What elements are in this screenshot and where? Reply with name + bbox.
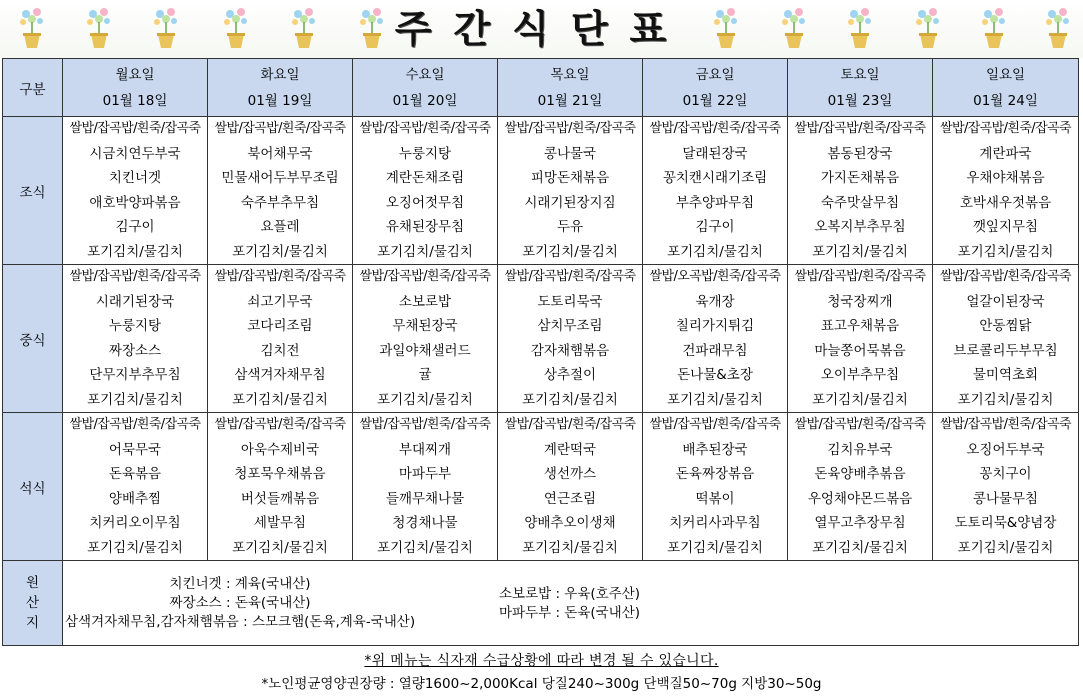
menu-item: 누룽지탕 — [398, 145, 452, 162]
menu-item: 물미역초회 — [972, 367, 1039, 383]
menu-item: 포기김치/물김치 — [87, 243, 183, 260]
day-header — [788, 59, 933, 117]
menu-item: 달래된장국 — [682, 145, 748, 162]
menu-item: 쇠고기무국 — [247, 293, 313, 310]
menu-item: 김치유부국 — [827, 441, 893, 458]
menu-item: 오복지부추무침 — [814, 219, 906, 235]
weekly-menu-table — [2, 58, 1079, 646]
menu-item: 쌀밥/잡곡밥/흰죽/잡곡죽 — [940, 269, 1071, 284]
menu-item: 계란파국 — [979, 145, 1032, 162]
menu-item: 포기김치/물김치 — [957, 539, 1054, 556]
menu-item: 쌀밥/잡곡밥/흰죽/잡곡죽 — [69, 417, 201, 432]
menu-cell — [498, 117, 643, 265]
day-name: 토요일 — [840, 66, 880, 83]
menu-item: 치킨너겟 — [108, 170, 162, 186]
meal-label: 조식 — [3, 117, 63, 265]
origin-label: 원 산 지 — [3, 561, 63, 646]
menu-item: 부추양파무침 — [675, 194, 755, 211]
menu-item: 가지돈채볶음 — [820, 170, 900, 186]
day-name: 일요일 — [985, 66, 1026, 83]
menu-item: 쌀밥/잡곡밥/흰죽/잡곡죽 — [504, 121, 636, 136]
day-date: 01월 19일 — [247, 92, 313, 109]
menu-item: 양배추오이생채 — [524, 515, 616, 531]
menu-item: 칠리가지튀김 — [675, 318, 755, 334]
meal-row — [3, 117, 1079, 265]
menu-item: 포기김치/물김치 — [522, 243, 618, 260]
meal-row — [3, 413, 1079, 561]
menu-item: 도토리묵국 — [537, 293, 603, 310]
menu-cell — [353, 413, 498, 561]
menu-item: 쌀밥/잡곡밥/흰죽/잡곡죽 — [504, 269, 636, 284]
menu-item: 쌀밥/잡곡밥/흰죽/잡곡죽 — [504, 417, 636, 432]
origin-line: 치킨너겟 : 계육(국내산) — [169, 576, 311, 592]
menu-item: 숙주맛살무침 — [820, 194, 900, 211]
menu-item: 무채된장국 — [392, 318, 458, 334]
meal-row — [3, 265, 1079, 413]
day-name: 수요일 — [405, 66, 445, 83]
menu-item: 포기김치/물김치 — [812, 391, 908, 408]
day-header — [353, 59, 498, 117]
menu-cell — [498, 265, 643, 413]
menu-item: 소보로밥 — [398, 293, 452, 310]
menu-item: 포기김치/물김치 — [667, 539, 763, 556]
menu-item: 콩나물무침 — [972, 490, 1039, 507]
notice-text: *위 메뉴는 식자재 수급상황에 따라 변경 될 수 있습니다. — [364, 653, 719, 669]
menu-item: 포기김치/물김치 — [812, 243, 908, 260]
menu-item: 포기김치/물김치 — [377, 539, 473, 556]
menu-item: 쌀밥/잡곡밥/흰죽/잡곡죽 — [359, 417, 491, 432]
menu-item: 단무지부추무침 — [89, 367, 181, 383]
menu-item: 포기김치/물김치 — [522, 391, 618, 408]
menu-cell — [788, 265, 933, 413]
menu-cell — [208, 265, 353, 413]
menu-item: 건파래무침 — [682, 342, 748, 359]
menu-item: 김구이 — [115, 219, 155, 235]
menu-item: 쌀밥/잡곡밥/흰죽/잡곡죽 — [794, 269, 926, 284]
menu-item: 열무고추장무침 — [814, 515, 906, 531]
meal-label: 중식 — [3, 265, 63, 413]
menu-item: 삼색겨자채무침 — [234, 367, 326, 383]
menu-item: 코다리조림 — [247, 318, 313, 334]
origin-line: 삼색겨자채무침,감자채햄볶음 : 스모크햄(돈육,계육-국내산) — [65, 614, 416, 630]
menu-cell — [353, 265, 498, 413]
menu-item: 돈육양배추볶음 — [814, 466, 906, 482]
day-header-row — [3, 59, 1079, 117]
menu-item: 콩나물국 — [543, 145, 597, 162]
menu-item: 쌀밥/잡곡밥/흰죽/잡곡죽 — [649, 121, 781, 136]
menu-cell — [498, 413, 643, 561]
menu-item: 청국장찌개 — [827, 293, 893, 310]
menu-cell — [643, 265, 788, 413]
menu-item: 양배추찜 — [108, 490, 162, 507]
menu-item: 피망돈채볶음 — [530, 170, 610, 186]
menu-item: 감자채햄볶음 — [530, 342, 610, 359]
day-date: 01월 24일 — [973, 92, 1038, 109]
day-date: 01월 22일 — [682, 92, 748, 109]
menu-item: 꽁치캔시래기조림 — [662, 170, 768, 186]
menu-item: 귤 — [418, 367, 432, 383]
menu-item: 요플레 — [260, 219, 300, 235]
menu-cell — [643, 117, 788, 265]
menu-item: 포기김치/물김치 — [667, 243, 763, 260]
menu-item: 치커리사과무침 — [669, 515, 761, 531]
day-name: 화요일 — [260, 66, 300, 83]
day-date: 01월 18일 — [102, 92, 168, 109]
menu-item: 짜장소스 — [108, 342, 162, 359]
menu-cell — [208, 413, 353, 561]
menu-item: 호박새우젓볶음 — [959, 194, 1052, 211]
menu-item: 포기김치/물김치 — [957, 391, 1054, 408]
menu-item: 청경채나물 — [392, 515, 458, 531]
menu-cell — [643, 413, 788, 561]
menu-item: 브로콜리두부무침 — [953, 342, 1058, 359]
menu-item: 안동찜닭 — [979, 318, 1032, 334]
menu-cell — [933, 413, 1079, 561]
menu-item: 포기김치/물김치 — [812, 539, 908, 556]
menu-item: 육개장 — [695, 293, 735, 310]
menu-item: 쌀밥/잡곡밥/흰죽/잡곡죽 — [214, 121, 346, 136]
menu-item: 시금치연두부국 — [89, 145, 181, 162]
menu-item: 들깨무채나물 — [385, 490, 465, 507]
menu-item: 김구이 — [695, 219, 735, 235]
day-header — [643, 59, 788, 117]
menu-item: 누룽지탕 — [108, 318, 162, 334]
origin-line: 소보로밥 : 우육(호주산) — [499, 586, 641, 602]
day-date: 01월 20일 — [392, 92, 458, 109]
menu-cell — [353, 117, 498, 265]
menu-item: 민물새어두부무조림 — [221, 170, 339, 186]
menu-item: 우채야채볶음 — [966, 170, 1045, 186]
menu-item: 숙주부추무침 — [240, 194, 320, 211]
menu-item: 쌀밥/잡곡밥/흰죽/잡곡죽 — [940, 121, 1071, 136]
origin-right-list — [499, 585, 640, 623]
menu-cell — [788, 117, 933, 265]
menu-item: 배추된장국 — [682, 441, 748, 458]
menu-item: 포기김치/물김치 — [232, 539, 328, 556]
menu-item: 쌀밥/잡곡밥/흰죽/잡곡죽 — [359, 269, 491, 284]
menu-item: 돈육볶음 — [108, 466, 162, 482]
menu-item: 연근조림 — [543, 490, 597, 507]
menu-item: 마늘쫑어묵볶음 — [814, 342, 906, 359]
page-title: 주간식단표 — [394, 7, 689, 51]
day-header — [933, 59, 1079, 117]
menu-item: 두유 — [556, 219, 584, 235]
origin-left-list — [65, 575, 415, 632]
menu-item: 오징어젓무침 — [385, 194, 465, 211]
menu-item: 포기김치/물김치 — [957, 243, 1054, 260]
menu-item: 쌀밥/잡곡밥/흰죽/잡곡죽 — [359, 121, 491, 136]
menu-item: 유채된장무침 — [385, 219, 465, 235]
row-label-header: 구분 — [3, 59, 63, 117]
menu-item: 쌀밥/잡곡밥/흰죽/잡곡죽 — [214, 269, 346, 284]
origin-row — [3, 561, 1079, 646]
menu-item: 시래기된장지짐 — [524, 194, 616, 211]
menu-item: 계란떡국 — [543, 441, 597, 458]
menu-item: 애호박양파볶음 — [89, 194, 181, 211]
menu-item: 도토리묵&양념장 — [954, 515, 1057, 531]
menu-item: 마파두부 — [398, 466, 452, 482]
menu-item: 쌀밥/잡곡밥/흰죽/잡곡죽 — [214, 417, 346, 432]
day-date: 01월 21일 — [537, 92, 603, 109]
menu-item: 돈나물&초장 — [677, 367, 753, 383]
menu-item: 포기김치/물김치 — [377, 391, 473, 408]
menu-item: 쌀밥/잡곡밥/흰죽/잡곡죽 — [69, 121, 201, 136]
menu-item: 오이부추무침 — [820, 367, 900, 383]
menu-item: 꽁치구이 — [979, 466, 1032, 482]
menu-item: 쌀밥/잡곡밥/흰죽/잡곡죽 — [649, 417, 781, 432]
menu-item: 봄동된장국 — [827, 145, 893, 162]
menu-item: 돈육짜장볶음 — [675, 466, 755, 482]
origin-line: 마파두부 : 돈육(국내산) — [499, 605, 641, 621]
menu-item: 포기김치/물김치 — [232, 391, 328, 408]
menu-item: 오징어두부국 — [966, 441, 1045, 458]
menu-item: 우엉채야몬드볶음 — [807, 490, 913, 507]
menu-cell — [63, 413, 208, 561]
menu-item: 쌀밥/잡곡밥/흰죽/잡곡죽 — [794, 121, 926, 136]
meal-label: 석식 — [3, 413, 63, 561]
menu-cell — [63, 265, 208, 413]
menu-cell — [788, 413, 933, 561]
menu-item: 쌀밥/잡곡밥/흰죽/잡곡죽 — [69, 269, 201, 284]
menu-cell — [933, 265, 1079, 413]
day-name: 월요일 — [115, 66, 155, 83]
menu-item: 포기김치/물김치 — [667, 391, 763, 408]
menu-item: 포기김치/물김치 — [377, 243, 473, 260]
menu-item: 시래기된장국 — [95, 293, 175, 310]
menu-item: 청포묵우채볶음 — [234, 466, 326, 482]
day-date: 01월 23일 — [827, 92, 893, 109]
menu-item: 부대찌개 — [398, 441, 452, 458]
menu-item: 쌀밥/잡곡밥/흰죽/잡곡죽 — [940, 417, 1071, 432]
menu-item: 깻잎지무침 — [972, 219, 1039, 235]
day-name: 목요일 — [550, 66, 590, 83]
menu-item: 치커리오이무침 — [89, 515, 181, 531]
menu-item: 얼갈이된장국 — [966, 293, 1045, 310]
menu-item: 포기김치/물김치 — [522, 539, 618, 556]
menu-item: 쌀밥/잡곡밥/흰죽/잡곡죽 — [794, 417, 926, 432]
menu-item: 포기김치/물김치 — [87, 391, 183, 408]
menu-item: 쌀밥/오곡밥/흰죽/잡곡죽 — [649, 269, 781, 284]
menu-item: 세발무침 — [253, 515, 307, 531]
menu-item: 포기김치/물김치 — [87, 539, 183, 556]
day-header — [498, 59, 643, 117]
menu-item: 표고우채볶음 — [820, 318, 900, 334]
menu-cell — [63, 117, 208, 265]
menu-item: 북어채무국 — [247, 145, 313, 162]
day-name: 금요일 — [695, 66, 735, 83]
origin-line: 짜장소스 : 돈육(국내산) — [169, 595, 311, 611]
menu-item: 계란돈채조림 — [385, 170, 465, 186]
menu-item: 상추절이 — [543, 367, 597, 383]
menu-cell — [208, 117, 353, 265]
menu-item: 김치전 — [260, 342, 300, 359]
menu-item: 포기김치/물김치 — [232, 243, 328, 260]
menu-item: 떡볶이 — [695, 490, 735, 507]
menu-item: 생선까스 — [543, 466, 597, 482]
menu-item: 버섯들깨볶음 — [240, 490, 320, 507]
day-header — [208, 59, 353, 117]
day-header — [63, 59, 208, 117]
menu-item: 아욱수제비국 — [240, 441, 320, 458]
origin-info — [63, 561, 1079, 646]
menu-cell — [933, 117, 1079, 265]
menu-item: 삼치무조림 — [537, 318, 603, 334]
nutrition-text: *노인평균영양권장량 : 열량1600~2,000Kcal 당질240~300g 단백질50~70g 지방30~50g — [261, 676, 822, 692]
menu-item: 어묵무국 — [108, 441, 162, 458]
menu-item: 과일야채샐러드 — [379, 342, 471, 359]
